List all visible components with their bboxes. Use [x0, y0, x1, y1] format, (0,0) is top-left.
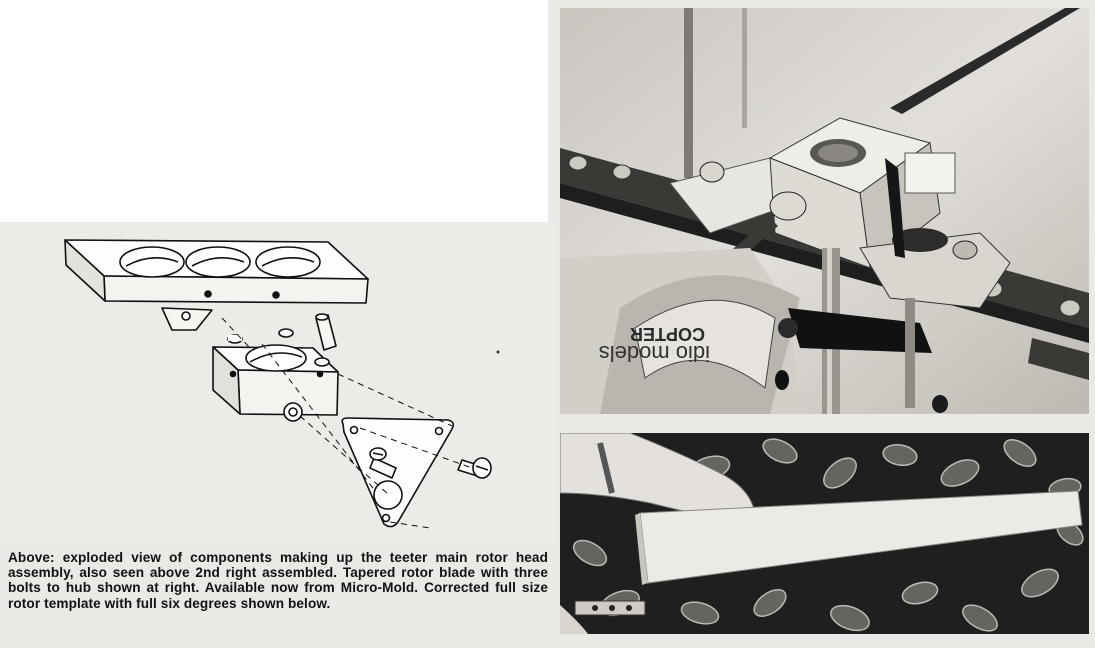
hub-plate	[65, 240, 368, 303]
side-plate	[342, 418, 453, 527]
svg-text:COPTER: COPTER	[629, 324, 705, 344]
exploded-view-drawing	[0, 222, 556, 542]
rotor-blade-photo	[560, 433, 1089, 634]
teeter-block	[213, 329, 338, 421]
blank-white-area	[0, 0, 548, 222]
teeter-pin	[316, 314, 336, 350]
svg-text:idio models: idio models	[598, 341, 710, 366]
bolt-right	[458, 458, 491, 478]
rotor-head-photo	[560, 8, 1089, 414]
figure-caption: Above: exploded view of components making up the teeter main rotor head assembly, also seen above 2nd right assembled. Tapered rotor blade with three bolts to hub shown at right. Available now from Micro-Mold. Corrected full size rotor template with full six degrees shown below.	[8, 550, 548, 611]
pivot-bracket	[162, 308, 212, 330]
